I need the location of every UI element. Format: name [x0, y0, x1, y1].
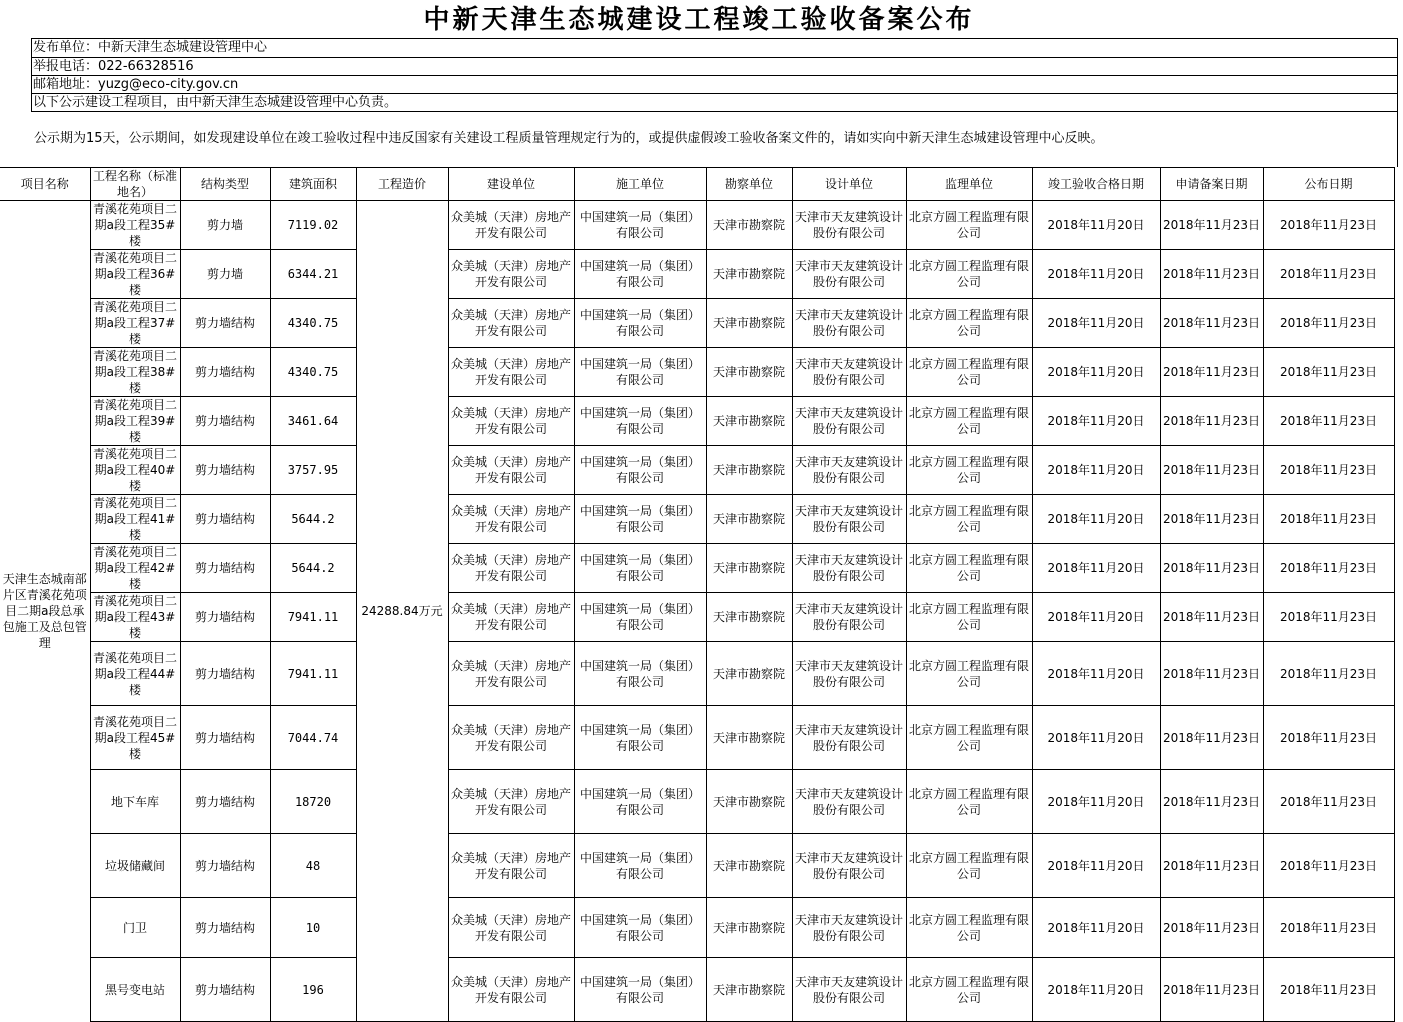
header-contractor: 施工单位	[574, 168, 706, 201]
acceptance-table	[0, 167, 1395, 1022]
supervisor-unit: 北京方圆工程监理有限公司	[906, 593, 1032, 642]
subproject-name: 青溪花苑项目二期a段工程36#楼	[90, 250, 180, 299]
structure-type: 剪力墙结构	[180, 299, 270, 348]
builder-unit: 众美城（天津）房地产开发有限公司	[448, 958, 574, 1022]
table-row	[0, 642, 1394, 706]
contractor-unit: 中国建筑一局（集团）有限公司	[574, 834, 706, 898]
apply-date: 2018年11月23日	[1160, 898, 1263, 958]
contractor-unit: 中国建筑一局（集团）有限公司	[574, 770, 706, 834]
accept-date: 2018年11月20日	[1032, 250, 1160, 299]
contractor-unit: 中国建筑一局（集团）有限公司	[574, 397, 706, 446]
table-row	[0, 495, 1394, 544]
design-unit: 天津市天友建筑设计股份有限公司	[792, 706, 906, 770]
building-area: 5644.2	[270, 544, 356, 593]
publish-date: 2018年11月23日	[1263, 201, 1394, 250]
apply-date: 2018年11月23日	[1160, 593, 1263, 642]
accept-date: 2018年11月20日	[1032, 299, 1160, 348]
publisher-line: 发布单位：中新天津生态城建设管理中心	[31, 38, 1398, 57]
project-name-cell: 天津生态城南部片区青溪花苑项目二期a段总承包施工及总包管理	[0, 201, 90, 1022]
accept-date: 2018年11月20日	[1032, 593, 1160, 642]
phone-line: 举报电话：022-66328516	[31, 57, 1398, 75]
header-survey: 勘察单位	[706, 168, 792, 201]
builder-unit: 众美城（天津）房地产开发有限公司	[448, 348, 574, 397]
building-area: 10	[270, 898, 356, 958]
page-title: 中新天津生态城建设工程竣工验收备案公布	[423, 5, 975, 35]
table-row	[0, 898, 1394, 958]
header-apply-date: 申请备案日期	[1160, 168, 1263, 201]
publish-date: 2018年11月23日	[1263, 397, 1394, 446]
table-row	[0, 770, 1394, 834]
supervisor-unit: 北京方圆工程监理有限公司	[906, 958, 1032, 1022]
design-unit: 天津市天友建筑设计股份有限公司	[792, 446, 906, 495]
structure-type: 剪力墙结构	[180, 544, 270, 593]
header-design: 设计单位	[792, 168, 906, 201]
apply-date: 2018年11月23日	[1160, 642, 1263, 706]
structure-type: 剪力墙结构	[180, 898, 270, 958]
publish-date: 2018年11月23日	[1263, 898, 1394, 958]
header-cost: 工程造价	[356, 168, 448, 201]
structure-type: 剪力墙结构	[180, 348, 270, 397]
building-area: 7941.11	[270, 593, 356, 642]
contractor-unit: 中国建筑一局（集团）有限公司	[574, 642, 706, 706]
design-unit: 天津市天友建筑设计股份有限公司	[792, 250, 906, 299]
publish-date: 2018年11月23日	[1263, 958, 1394, 1022]
survey-unit: 天津市勘察院	[706, 642, 792, 706]
subproject-name: 青溪花苑项目二期a段工程37#楼	[90, 299, 180, 348]
contractor-unit: 中国建筑一局（集团）有限公司	[574, 446, 706, 495]
apply-date: 2018年11月23日	[1160, 348, 1263, 397]
supervisor-unit: 北京方圆工程监理有限公司	[906, 495, 1032, 544]
apply-date: 2018年11月23日	[1160, 834, 1263, 898]
table-row	[0, 250, 1394, 299]
survey-unit: 天津市勘察院	[706, 348, 792, 397]
publish-date: 2018年11月23日	[1263, 250, 1394, 299]
contractor-unit: 中国建筑一局（集团）有限公司	[574, 299, 706, 348]
design-unit: 天津市天友建筑设计股份有限公司	[792, 834, 906, 898]
publish-date: 2018年11月23日	[1263, 706, 1394, 770]
header-accept-date: 竣工验收合格日期	[1032, 168, 1160, 201]
design-unit: 天津市天友建筑设计股份有限公司	[792, 397, 906, 446]
publish-date: 2018年11月23日	[1263, 770, 1394, 834]
header-publish-date: 公布日期	[1263, 168, 1394, 201]
survey-unit: 天津市勘察院	[706, 706, 792, 770]
publish-date: 2018年11月23日	[1263, 299, 1394, 348]
apply-date: 2018年11月23日	[1160, 446, 1263, 495]
header-structure: 结构类型	[180, 168, 270, 201]
structure-type: 剪力墙结构	[180, 958, 270, 1022]
publish-date: 2018年11月23日	[1263, 348, 1394, 397]
contractor-unit: 中国建筑一局（集团）有限公司	[574, 898, 706, 958]
apply-date: 2018年11月23日	[1160, 201, 1263, 250]
table-row	[0, 706, 1394, 770]
accept-date: 2018年11月20日	[1032, 958, 1160, 1022]
apply-date: 2018年11月23日	[1160, 397, 1263, 446]
builder-unit: 众美城（天津）房地产开发有限公司	[448, 770, 574, 834]
accept-date: 2018年11月20日	[1032, 544, 1160, 593]
supervisor-unit: 北京方圆工程监理有限公司	[906, 446, 1032, 495]
builder-unit: 众美城（天津）房地产开发有限公司	[448, 201, 574, 250]
design-unit: 天津市天友建筑设计股份有限公司	[792, 642, 906, 706]
structure-type: 剪力墙	[180, 250, 270, 299]
table-row	[0, 201, 1394, 250]
contractor-unit: 中国建筑一局（集团）有限公司	[574, 348, 706, 397]
supervisor-unit: 北京方圆工程监理有限公司	[906, 706, 1032, 770]
table-row	[0, 348, 1394, 397]
subproject-name: 青溪花苑项目二期a段工程35#楼	[90, 201, 180, 250]
survey-unit: 天津市勘察院	[706, 898, 792, 958]
apply-date: 2018年11月23日	[1160, 250, 1263, 299]
design-unit: 天津市天友建筑设计股份有限公司	[792, 299, 906, 348]
design-unit: 天津市天友建筑设计股份有限公司	[792, 201, 906, 250]
contractor-unit: 中国建筑一局（集团）有限公司	[574, 201, 706, 250]
building-area: 3461.64	[270, 397, 356, 446]
supervisor-unit: 北京方圆工程监理有限公司	[906, 544, 1032, 593]
structure-type: 剪力墙结构	[180, 834, 270, 898]
builder-unit: 众美城（天津）房地产开发有限公司	[448, 250, 574, 299]
structure-type: 剪力墙结构	[180, 593, 270, 642]
header-builder: 建设单位	[448, 168, 574, 201]
info-left-border	[31, 38, 32, 111]
supervisor-unit: 北京方圆工程监理有限公司	[906, 898, 1032, 958]
accept-date: 2018年11月20日	[1032, 446, 1160, 495]
contractor-unit: 中国建筑一局（集团）有限公司	[574, 593, 706, 642]
survey-unit: 天津市勘察院	[706, 397, 792, 446]
contractor-unit: 中国建筑一局（集团）有限公司	[574, 706, 706, 770]
subproject-name: 青溪花苑项目二期a段工程38#楼	[90, 348, 180, 397]
builder-unit: 众美城（天津）房地产开发有限公司	[448, 446, 574, 495]
total-cost-cell: 24288.84万元	[356, 201, 448, 1022]
publish-date: 2018年11月23日	[1263, 642, 1394, 706]
design-unit: 天津市天友建筑设计股份有限公司	[792, 770, 906, 834]
table-row	[0, 834, 1394, 898]
apply-date: 2018年11月23日	[1160, 770, 1263, 834]
builder-unit: 众美城（天津）房地产开发有限公司	[448, 642, 574, 706]
supervisor-unit: 北京方圆工程监理有限公司	[906, 834, 1032, 898]
supervisor-unit: 北京方圆工程监理有限公司	[906, 642, 1032, 706]
table-header-row	[0, 168, 1394, 201]
builder-unit: 众美城（天津）房地产开发有限公司	[448, 397, 574, 446]
publish-date: 2018年11月23日	[1263, 544, 1394, 593]
structure-type: 剪力墙结构	[180, 495, 270, 544]
publish-date: 2018年11月23日	[1263, 593, 1394, 642]
subproject-name: 青溪花苑项目二期a段工程45#楼	[90, 706, 180, 770]
accept-date: 2018年11月20日	[1032, 834, 1160, 898]
structure-type: 剪力墙结构	[180, 446, 270, 495]
table-row	[0, 544, 1394, 593]
builder-unit: 众美城（天津）房地产开发有限公司	[448, 898, 574, 958]
table-row	[0, 958, 1394, 1022]
apply-date: 2018年11月23日	[1160, 495, 1263, 544]
design-unit: 天津市天友建筑设计股份有限公司	[792, 958, 906, 1022]
survey-unit: 天津市勘察院	[706, 201, 792, 250]
builder-unit: 众美城（天津）房地产开发有限公司	[448, 495, 574, 544]
email-line: 邮箱地址：yuzg@eco-city.gov.cn	[31, 75, 1398, 93]
builder-unit: 众美城（天津）房地产开发有限公司	[448, 299, 574, 348]
contractor-unit: 中国建筑一局（集团）有限公司	[574, 958, 706, 1022]
accept-date: 2018年11月20日	[1032, 201, 1160, 250]
supervisor-unit: 北京方圆工程监理有限公司	[906, 770, 1032, 834]
building-area: 3757.95	[270, 446, 356, 495]
contractor-unit: 中国建筑一局（集团）有限公司	[574, 250, 706, 299]
supervisor-unit: 北京方圆工程监理有限公司	[906, 397, 1032, 446]
design-unit: 天津市天友建筑设计股份有限公司	[792, 593, 906, 642]
building-area: 4340.75	[270, 299, 356, 348]
subproject-name: 青溪花苑项目二期a段工程39#楼	[90, 397, 180, 446]
apply-date: 2018年11月23日	[1160, 299, 1263, 348]
survey-unit: 天津市勘察院	[706, 544, 792, 593]
survey-unit: 天津市勘察院	[706, 770, 792, 834]
table-row	[0, 446, 1394, 495]
design-unit: 天津市天友建筑设计股份有限公司	[792, 544, 906, 593]
building-area: 48	[270, 834, 356, 898]
builder-unit: 众美城（天津）房地产开发有限公司	[448, 544, 574, 593]
header-area: 建筑面积	[270, 168, 356, 201]
survey-unit: 天津市勘察院	[706, 446, 792, 495]
building-area: 5644.2	[270, 495, 356, 544]
supervisor-unit: 北京方圆工程监理有限公司	[906, 348, 1032, 397]
building-area: 6344.21	[270, 250, 356, 299]
accept-date: 2018年11月20日	[1032, 397, 1160, 446]
survey-unit: 天津市勘察院	[706, 834, 792, 898]
publish-date: 2018年11月23日	[1263, 495, 1394, 544]
accept-date: 2018年11月20日	[1032, 348, 1160, 397]
info-right-border	[1397, 38, 1398, 167]
builder-unit: 众美城（天津）房地产开发有限公司	[448, 706, 574, 770]
accept-date: 2018年11月20日	[1032, 706, 1160, 770]
table-row	[0, 299, 1394, 348]
subproject-name: 青溪花苑项目二期a段工程41#楼	[90, 495, 180, 544]
survey-unit: 天津市勘察院	[706, 593, 792, 642]
table-row	[0, 397, 1394, 446]
survey-unit: 天津市勘察院	[706, 958, 792, 1022]
structure-type: 剪力墙结构	[180, 770, 270, 834]
contractor-unit: 中国建筑一局（集团）有限公司	[574, 495, 706, 544]
subproject-name: 垃圾储藏间	[90, 834, 180, 898]
structure-type: 剪力墙结构	[180, 706, 270, 770]
building-area: 7119.02	[270, 201, 356, 250]
builder-unit: 众美城（天津）房地产开发有限公司	[448, 593, 574, 642]
accept-date: 2018年11月20日	[1032, 495, 1160, 544]
apply-date: 2018年11月23日	[1160, 706, 1263, 770]
design-unit: 天津市天友建筑设计股份有限公司	[792, 898, 906, 958]
survey-unit: 天津市勘察院	[706, 299, 792, 348]
apply-date: 2018年11月23日	[1160, 958, 1263, 1022]
supervisor-unit: 北京方圆工程监理有限公司	[906, 201, 1032, 250]
supervisor-unit: 北京方圆工程监理有限公司	[906, 250, 1032, 299]
notice-text: 公示期为15天，公示期间，如发现建设单位在竣工验收过程中违反国家有关建设工程质量管理规定行为的，或提供虚假竣工验收备案文件的，请如实向中新天津生态城建设管理中心反映。	[31, 111, 1398, 167]
design-unit: 天津市天友建筑设计股份有限公司	[792, 495, 906, 544]
builder-unit: 众美城（天津）房地产开发有限公司	[448, 834, 574, 898]
survey-unit: 天津市勘察院	[706, 250, 792, 299]
subproject-name: 地下车库	[90, 770, 180, 834]
accept-date: 2018年11月20日	[1032, 898, 1160, 958]
accept-date: 2018年11月20日	[1032, 770, 1160, 834]
supervisor-unit: 北京方圆工程监理有限公司	[906, 299, 1032, 348]
building-area: 18720	[270, 770, 356, 834]
subproject-name: 黑号变电站	[90, 958, 180, 1022]
table-row	[0, 593, 1394, 642]
building-area: 4340.75	[270, 348, 356, 397]
header-subproject: 工程名称（标准地名）	[90, 168, 180, 201]
structure-type: 剪力墙结构	[180, 397, 270, 446]
building-area: 196	[270, 958, 356, 1022]
structure-type: 剪力墙	[180, 201, 270, 250]
publish-date: 2018年11月23日	[1263, 834, 1394, 898]
subproject-name: 青溪花苑项目二期a段工程44#楼	[90, 642, 180, 706]
design-unit: 天津市天友建筑设计股份有限公司	[792, 348, 906, 397]
subproject-name: 青溪花苑项目二期a段工程42#楼	[90, 544, 180, 593]
building-area: 7941.11	[270, 642, 356, 706]
subproject-name: 青溪花苑项目二期a段工程43#楼	[90, 593, 180, 642]
header-supervisor: 监理单位	[906, 168, 1032, 201]
table-body	[0, 201, 1394, 1022]
apply-date: 2018年11月23日	[1160, 544, 1263, 593]
publish-date: 2018年11月23日	[1263, 446, 1394, 495]
survey-unit: 天津市勘察院	[706, 495, 792, 544]
header-project: 项目名称	[0, 168, 90, 201]
structure-type: 剪力墙结构	[180, 642, 270, 706]
subproject-name: 门卫	[90, 898, 180, 958]
accept-date: 2018年11月20日	[1032, 642, 1160, 706]
contractor-unit: 中国建筑一局（集团）有限公司	[574, 544, 706, 593]
subproject-name: 青溪花苑项目二期a段工程40#楼	[90, 446, 180, 495]
responsible-line: 以下公示建设工程项目，由中新天津生态城建设管理中心负责。	[31, 93, 1398, 111]
building-area: 7044.74	[270, 706, 356, 770]
